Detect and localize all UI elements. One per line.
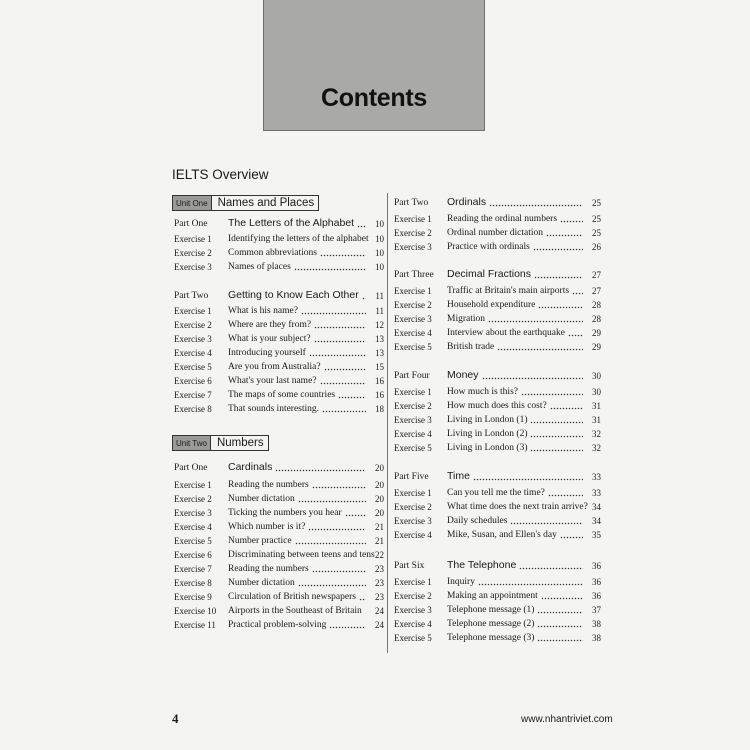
dot-leader: [560, 215, 583, 223]
exercise-title: Traffic at Britain's main airports: [447, 286, 570, 296]
exercise-title: Are you from Australia?: [228, 362, 321, 372]
exercise-label: Exercise 2: [394, 228, 432, 238]
part-label: Part One: [174, 463, 208, 473]
exercise-page: 38: [592, 619, 601, 629]
dot-leader: [510, 517, 583, 525]
unit-header: [172, 195, 319, 211]
exercise-label: Exercise 3: [174, 334, 212, 344]
exercise-page: 35: [592, 530, 601, 540]
exercise-title: Common abbreviations: [228, 248, 317, 258]
contents-banner: [263, 0, 485, 131]
exercise-title: What is his name?: [228, 306, 298, 316]
website-url: www.nhantriviet.com: [521, 714, 613, 725]
exercise-label: Exercise 11: [174, 620, 216, 630]
exercise-title: The maps of some countries: [228, 390, 336, 400]
part-title: Decimal Fractions: [447, 268, 532, 280]
dot-leader: [301, 307, 366, 315]
dot-leader: [298, 579, 366, 587]
dot-leader: [572, 287, 583, 295]
dot-leader: [537, 606, 583, 614]
exercise-label: Exercise 3: [394, 415, 432, 425]
exercise-page: 36: [592, 591, 601, 601]
part-page: 33: [592, 472, 601, 482]
exercise-label: Exercise 3: [174, 508, 212, 518]
exercise-page: 16: [375, 376, 384, 386]
exercise-label: Exercise 1: [174, 234, 212, 244]
exercise-label: Exercise 8: [174, 578, 212, 588]
exercise-label: Exercise 3: [174, 262, 212, 272]
exercise-label: Exercise 4: [174, 522, 212, 532]
exercise-title: Which number is it?: [228, 522, 306, 532]
exercise-title: Ticking the numbers you hear: [228, 508, 342, 518]
exercise-label: Exercise 6: [174, 550, 212, 560]
part-title: Ordinals: [447, 196, 487, 208]
dot-leader: [533, 243, 583, 251]
exercise-page: 25: [592, 228, 601, 238]
part-page: 30: [592, 371, 601, 381]
exercise-title: Telephone message (3): [447, 633, 535, 643]
exercise-page: 23: [375, 592, 384, 602]
exercise-label: Exercise 1: [174, 480, 212, 490]
exercise-title: Introducing yourself: [228, 348, 306, 358]
dot-leader: [530, 416, 583, 424]
exercise-page: 25: [592, 214, 601, 224]
exercise-title: How much does this cost?: [447, 401, 547, 411]
exercise-label: Exercise 2: [174, 494, 212, 504]
column-divider: [387, 193, 388, 653]
exercise-title: Ordinal number dictation: [447, 228, 544, 238]
exercise-label: Exercise 1: [394, 286, 432, 296]
part-page: 25: [592, 198, 601, 208]
exercise-page: 24: [375, 606, 384, 616]
exercise-page: 34: [592, 516, 601, 526]
exercise-title: Where are they from?: [228, 320, 312, 330]
exercise-label: Exercise 5: [174, 536, 212, 546]
dot-leader: [548, 489, 583, 497]
exercise-label: Exercise 10: [174, 606, 217, 616]
exercise-title: That sounds interesting.: [228, 404, 320, 414]
unit-header: [172, 435, 269, 451]
part-label: Part Six: [394, 561, 425, 571]
page-number: 4: [172, 711, 179, 726]
dot-leader: [345, 509, 366, 517]
dot-leader: [489, 199, 583, 207]
dot-leader: [308, 523, 366, 531]
exercise-title: Practice with ordinals: [447, 242, 530, 252]
part-page: 10: [375, 219, 384, 229]
dot-leader: [521, 388, 583, 396]
part-label: Part Two: [394, 198, 429, 208]
dot-leader: [359, 593, 366, 601]
overview-heading: IELTS Overview: [172, 167, 269, 182]
exercise-label: Exercise 2: [174, 320, 212, 330]
exercise-title: Number dictation: [228, 578, 295, 588]
exercise-title: Can you tell me the time?: [447, 488, 545, 498]
part-page: 11: [375, 291, 384, 301]
page-title: Contents: [321, 84, 427, 112]
dot-leader: [546, 229, 583, 237]
exercise-title: Practical problem-solving: [228, 620, 327, 630]
exercise-title: How much is this?: [447, 387, 518, 397]
dot-leader: [275, 464, 366, 472]
dot-leader: [473, 473, 583, 481]
dot-leader: [320, 249, 366, 257]
exercise-label: Exercise 8: [174, 404, 212, 414]
exercise-label: Exercise 5: [394, 342, 432, 352]
dot-leader: [478, 578, 583, 586]
unit-tag: Unit One: [173, 196, 212, 210]
dot-leader: [309, 349, 366, 357]
dot-leader: [324, 363, 366, 371]
exercise-label: Exercise 7: [174, 564, 212, 574]
exercise-page: 20: [375, 508, 384, 518]
exercise-page: 21: [375, 522, 384, 532]
exercise-label: Exercise 2: [394, 502, 432, 512]
exercise-title: Migration: [447, 314, 485, 324]
exercise-page: 37: [592, 605, 601, 615]
exercise-title: Reading the numbers: [228, 564, 309, 574]
part-title: Getting to Know Each Other: [228, 289, 359, 301]
exercise-page: 32: [592, 429, 601, 439]
exercise-label: Exercise 5: [394, 633, 432, 643]
exercise-label: Exercise 5: [394, 443, 432, 453]
exercise-label: Exercise 2: [394, 401, 432, 411]
exercise-page: 33: [592, 488, 601, 498]
exercise-title: Living in London (3): [447, 443, 528, 453]
exercise-page: 38: [592, 633, 601, 643]
dot-leader: [550, 402, 583, 410]
exercise-title: Mike, Susan, and Ellen's day: [447, 530, 557, 540]
exercise-label: Exercise 3: [394, 314, 432, 324]
exercise-title: Telephone message (1): [447, 605, 535, 615]
dot-leader: [482, 372, 583, 380]
exercise-title: Circulation of British newspapers: [228, 592, 356, 602]
unit-name: Numbers: [216, 437, 264, 449]
dot-leader: [537, 634, 583, 642]
dot-leader: [537, 620, 583, 628]
exercise-title: What time does the next train arrive?: [447, 502, 588, 512]
exercise-page: 11: [375, 306, 384, 316]
dot-leader: [329, 621, 366, 629]
exercise-label: Exercise 1: [394, 577, 432, 587]
dot-leader: [530, 430, 583, 438]
exercise-page: 32: [592, 443, 601, 453]
exercise-page: 28: [592, 314, 601, 324]
exercise-label: Exercise 5: [174, 362, 212, 372]
exercise-label: Exercise 4: [174, 348, 212, 358]
dot-leader: [312, 565, 366, 573]
dot-leader: [357, 220, 366, 228]
unit-name: Names and Places: [217, 197, 315, 209]
exercise-title: Interview about the earthquake: [447, 328, 565, 338]
exercise-title: Making an appointment: [447, 591, 538, 601]
dot-leader: [365, 607, 366, 615]
exercise-label: Exercise 7: [174, 390, 212, 400]
part-page: 36: [592, 561, 601, 571]
dot-leader: [294, 263, 366, 271]
dot-leader: [530, 444, 583, 452]
exercise-page: 10: [375, 234, 384, 244]
exercise-page: 31: [592, 401, 601, 411]
part-title: The Letters of the Alphabet: [228, 217, 355, 229]
dot-leader: [538, 301, 583, 309]
exercise-title: Living in London (2): [447, 429, 528, 439]
exercise-page: 30: [592, 387, 601, 397]
exercise-title: Daily schedules: [447, 516, 508, 526]
exercise-title: What is your subject?: [228, 334, 311, 344]
dot-leader: [322, 405, 366, 413]
exercise-page: 15: [375, 362, 384, 372]
exercise-page: 21: [375, 536, 384, 546]
part-label: Part Two: [174, 291, 209, 301]
part-page: 27: [592, 270, 601, 280]
exercise-title: Living in London (1): [447, 415, 528, 425]
dot-leader: [298, 495, 366, 503]
exercise-page: 22: [375, 550, 384, 560]
exercise-label: Exercise 4: [394, 328, 432, 338]
exercise-page: 23: [375, 578, 384, 588]
dot-leader: [541, 592, 583, 600]
exercise-page: 29: [592, 342, 601, 352]
exercise-title: Telephone message (2): [447, 619, 535, 629]
exercise-page: 27: [592, 286, 601, 296]
exercise-title: Discriminating between teens and tens: [228, 550, 375, 560]
part-label: Part Four: [394, 371, 430, 381]
part-title: The Telephone: [447, 559, 517, 571]
exercise-page: 23: [375, 564, 384, 574]
exercise-page: 28: [592, 300, 601, 310]
part-title: Time: [447, 470, 470, 482]
exercise-label: Exercise 2: [394, 300, 432, 310]
exercise-page: 13: [375, 334, 384, 344]
dot-leader: [488, 315, 583, 323]
exercise-page: 16: [375, 390, 384, 400]
part-title: Money: [447, 369, 479, 381]
dot-leader: [497, 343, 583, 351]
exercise-title: Inquiry: [447, 577, 475, 587]
exercise-title: British trade: [447, 342, 495, 352]
dot-leader: [362, 292, 366, 300]
dot-leader: [568, 329, 583, 337]
exercise-label: Exercise 1: [394, 387, 432, 397]
exercise-title: Household expenditure: [447, 300, 536, 310]
exercise-title: Reading the ordinal numbers: [447, 214, 558, 224]
exercise-label: Exercise 4: [394, 530, 432, 540]
exercise-page: 10: [375, 262, 384, 272]
dot-leader: [314, 321, 366, 329]
exercise-title: Identifying the letters of the alphabet: [228, 234, 369, 244]
part-label: Part Three: [394, 270, 434, 280]
dot-leader: [338, 391, 366, 399]
exercise-label: Exercise 2: [174, 248, 212, 258]
exercise-label: Exercise 3: [394, 516, 432, 526]
unit-tag: Unit Two: [173, 436, 211, 450]
exercise-title: Number practice: [228, 536, 292, 546]
exercise-page: 36: [592, 577, 601, 587]
exercise-page: 26: [592, 242, 601, 252]
exercise-page: 24: [375, 620, 384, 630]
exercise-page: 31: [592, 415, 601, 425]
exercise-label: Exercise 6: [174, 376, 212, 386]
part-page: 20: [375, 463, 384, 473]
exercise-label: Exercise 9: [174, 592, 212, 602]
exercise-label: Exercise 3: [394, 242, 432, 252]
dot-leader: [320, 377, 366, 385]
exercise-title: Names of places: [228, 262, 291, 272]
exercise-label: Exercise 1: [174, 306, 212, 316]
dot-leader: [519, 562, 583, 570]
exercise-page: 20: [375, 480, 384, 490]
part-title: Cardinals: [228, 461, 273, 473]
exercise-label: Exercise 4: [394, 429, 432, 439]
exercise-label: Exercise 1: [394, 488, 432, 498]
dot-leader: [560, 531, 583, 539]
exercise-title: What's your last name?: [228, 376, 317, 386]
exercise-page: 18: [375, 404, 384, 414]
exercise-page: 34: [592, 502, 601, 512]
exercise-page: 29: [592, 328, 601, 338]
exercise-page: 13: [375, 348, 384, 358]
exercise-label: Exercise 3: [394, 605, 432, 615]
exercise-title: Number dictation: [228, 494, 295, 504]
exercise-label: Exercise 1: [394, 214, 432, 224]
dot-leader: [314, 335, 366, 343]
exercise-label: Exercise 4: [394, 619, 432, 629]
dot-leader: [295, 537, 366, 545]
dot-leader: [312, 481, 366, 489]
part-label: Part One: [174, 219, 208, 229]
exercise-page: 20: [375, 494, 384, 504]
exercise-title: Reading the numbers: [228, 480, 309, 490]
exercise-page: 10: [375, 248, 384, 258]
part-label: Part Five: [394, 472, 429, 482]
exercise-title: Airports in the Southeast of Britain: [228, 606, 362, 616]
exercise-label: Exercise 2: [394, 591, 432, 601]
exercise-page: 12: [375, 320, 384, 330]
dot-leader: [534, 271, 583, 279]
